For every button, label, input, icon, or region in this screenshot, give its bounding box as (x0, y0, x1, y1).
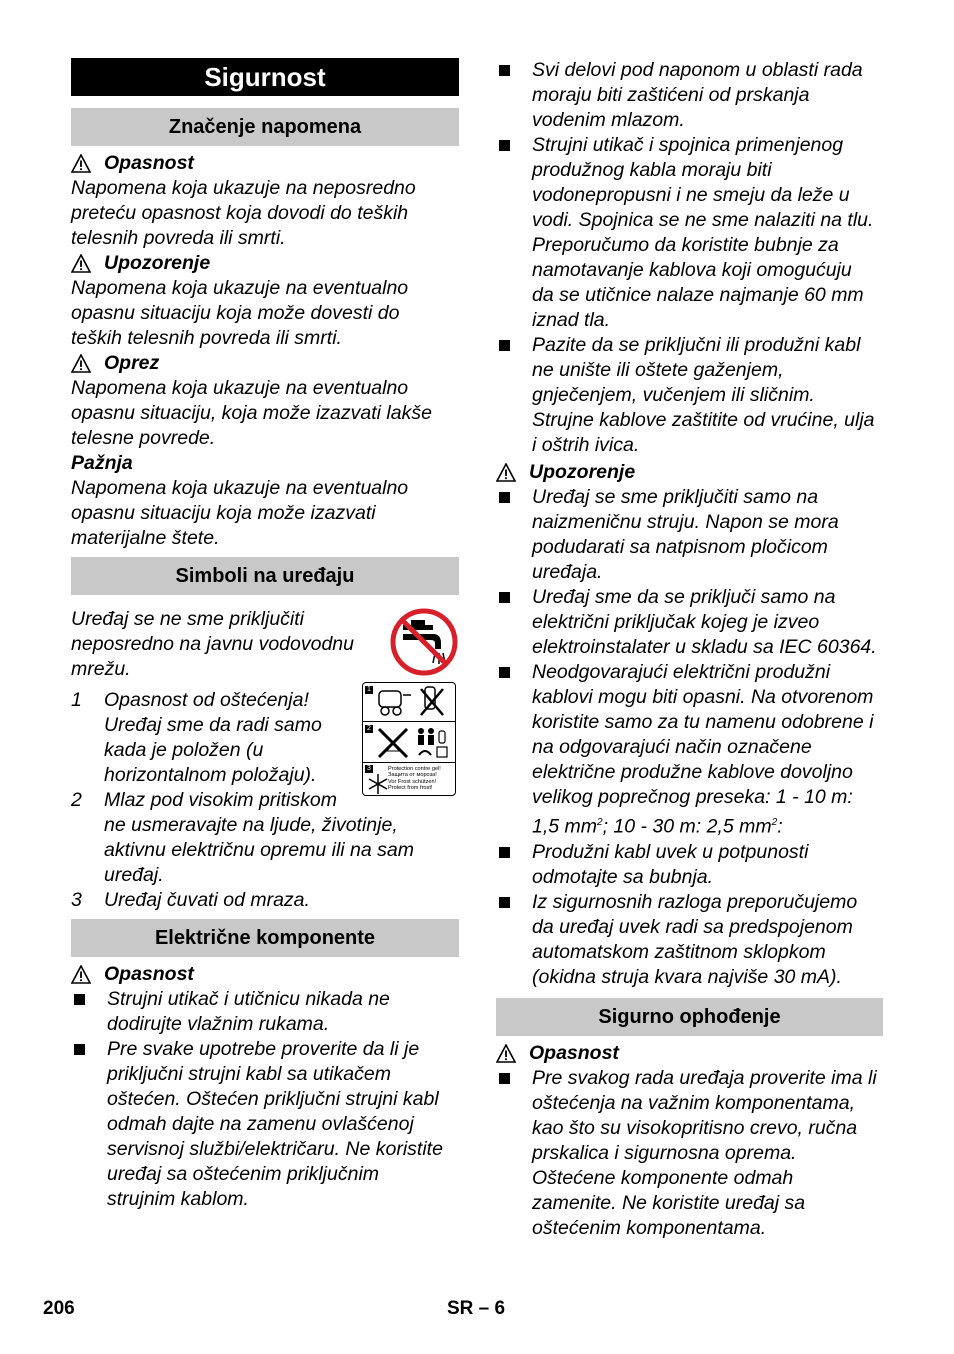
text-line: Mlaz pod visokim pritiskom (104, 789, 337, 811)
warning-bullets (496, 485, 886, 660)
frost-label-text (388, 766, 441, 792)
device-label-sticker: 1 2 3 Protection contre gel! Защита от мороза! Vor Frost schützen! Protect from frost! (362, 682, 456, 796)
snowflake-icon (367, 773, 389, 795)
text-line: gnječenjem, vučenjem ili sličnim. (532, 384, 815, 406)
text-line: (okidna struja kvara najviše 30 mA). (532, 965, 842, 988)
text-line: telesne povrede. (71, 427, 216, 449)
text-line: kada je položen (u (104, 739, 264, 761)
text-line: produžnog kabla moraju biti (532, 159, 772, 181)
text-line: moraju biti zaštićeni od prskanja (532, 84, 810, 106)
left-column (71, 58, 459, 1212)
warning-label: Oprez (104, 352, 160, 374)
text-line: uređaja. (532, 561, 603, 583)
text-line: Vor Frost schützen! (388, 778, 437, 785)
text-line: Pre svakog rada uređaja proverite ima li (532, 1066, 877, 1089)
text-line: Neodgovarajući električni produžni (532, 661, 831, 683)
bullet-square-icon (499, 492, 510, 503)
list-item (496, 485, 886, 585)
item-number: 3 (71, 889, 82, 911)
electrical-danger-label: Opasnost (104, 963, 194, 985)
text-line: na odgovarajući način označene (532, 736, 812, 758)
section-code: SR – 6 (447, 1298, 506, 1319)
list-item (496, 133, 886, 333)
warning-note (71, 251, 459, 351)
text-line: uređaj. (104, 864, 164, 886)
symbols-block (71, 607, 459, 913)
text-line: Strujni utikač i spojnica primenjenog (532, 134, 844, 156)
attention-note (71, 451, 459, 551)
text-line: vodenim mlazom. (532, 109, 685, 131)
numbered-item (71, 888, 459, 913)
text-line: preteću opasnost koja dovodi do teških (71, 202, 409, 224)
warning-label: Opasnost (104, 152, 194, 174)
text-line: Svi delovi pod naponom u oblasti rada (532, 59, 863, 81)
text-line: da uređaj uvek radi sa predspojenom (532, 915, 853, 938)
text-line: vodi. Spojnica se ne sme nalaziti na tlu. (532, 209, 874, 231)
text-line: kao što su visokopritisno crevo, ručna (532, 1116, 858, 1139)
text-line: uređaj sa oštećenim priključnim (107, 1163, 380, 1185)
text-line: strujnim kablom. (107, 1188, 249, 1210)
bullet-square-icon (499, 1073, 510, 1084)
text-line: velikog poprečnog preseka: 1 - 10 m: (532, 786, 853, 808)
text-line: Napomena koja ukazuje na eventualno (71, 277, 409, 299)
text-line: opasnu situaciju, koja može izazvati lakše (71, 402, 432, 424)
text-line: Strujni utikač i utičnicu nikada ne (107, 988, 390, 1010)
text-line: Защита от мороза! (388, 772, 437, 779)
cable-value-c: : (777, 815, 783, 838)
handling-bullets (496, 1066, 886, 1241)
cable-cross-section-line (532, 810, 886, 840)
text-line: Uređaj čuvati od mraza. (104, 889, 310, 911)
section-heading-symbols: Simboli na uređaju (71, 557, 459, 595)
text-line: opasnu situaciju koja može dovesti do (71, 302, 400, 324)
text-line: kablovi mogu biti opasni. Na otvorenom (532, 686, 874, 708)
numbered-item (71, 788, 459, 888)
list-item (496, 890, 886, 990)
text-line: Pre svake upotrebe proverite da li je (107, 1038, 420, 1060)
text-line: Protect from frost! (388, 785, 433, 792)
right-column (496, 58, 886, 1241)
handling-danger-label: Opasnost (529, 1041, 619, 1064)
text-line: Protection contre gel! (388, 766, 441, 772)
text-line: Opasnost od oštećenja! (104, 689, 309, 711)
list-item (496, 1066, 886, 1241)
text-line: mrežu. (71, 658, 131, 680)
text-line: opasnu situaciju koja može izazvati (71, 502, 376, 524)
text-line: prskalica i sigurnosna oprema. (532, 1141, 797, 1164)
list-item-extension-cable (496, 660, 886, 840)
bullet-square-icon (499, 140, 510, 151)
text-line: oštećenim komponentama. (532, 1216, 767, 1239)
text-line: horizontalnom položaju). (104, 764, 317, 786)
electrical-warning-label: Upozorenje (529, 461, 636, 483)
text-line: Napomena koja ukazuje na eventualno (71, 377, 409, 399)
list-item (496, 840, 886, 890)
text-line: Uređaj sme da radi samo (104, 714, 322, 736)
text-line: zamenite. Ne koristite uređaj sa (532, 1191, 806, 1214)
text-line: priključni strujni kabl sa utikačem (107, 1063, 391, 1085)
cable-bullets (496, 840, 886, 990)
text-line: Oštećene komponente odmah (532, 1166, 794, 1189)
text-line: teških telesnih povreda ili smrti. (71, 327, 342, 349)
bullet-square-icon (499, 65, 510, 76)
text-line: materijalne štete. (71, 527, 220, 549)
list-item (496, 585, 886, 660)
attention-text (71, 476, 459, 551)
text-line: dodirujte vlažnim rukama. (107, 1013, 330, 1035)
text-line: električni priključak kojeg je izveo (532, 611, 820, 633)
text-line: da se utičnice nalaze najmanje 60 mm (532, 284, 864, 306)
electrical-danger-heading (71, 962, 459, 987)
text-line: naizmeničnu struju. Napon se mora (532, 511, 839, 533)
electrical-warning-heading (496, 460, 886, 485)
warning-triangle-icon (71, 965, 91, 984)
item-number: 1 (71, 689, 82, 711)
list-item (496, 58, 886, 133)
section-heading-electrical: Električne komponente (71, 919, 459, 957)
list-item (496, 333, 886, 458)
text-line: ne unište ili oštete gaženjem, (532, 359, 784, 381)
warnings-list (71, 151, 459, 451)
page-number: 206 (43, 1298, 75, 1319)
bullet-square-icon (499, 897, 510, 908)
warning-heading (71, 251, 459, 276)
horizontal-position-icon (373, 685, 453, 721)
warning-note (71, 151, 459, 251)
text-line: Napomena koja ukazuje na neposredno (71, 177, 416, 199)
list-item (71, 1037, 459, 1212)
bullet-square-icon (499, 847, 510, 858)
warning-triangle-icon (71, 254, 91, 273)
bullet-square-icon (499, 340, 510, 351)
section-heading-notes: Značenje napomena (71, 108, 459, 146)
warning-text (71, 176, 459, 251)
warning-triangle-icon (496, 463, 516, 482)
text-line: odmotajte sa bubnja. (532, 865, 714, 888)
text-line: neposredno na javnu vodovodnu (71, 633, 354, 655)
text-line: servisnoj službi/električaru. Ne koristite (107, 1138, 443, 1160)
warning-label: Upozorenje (104, 252, 211, 274)
text-line: namotavanje kablova koji omogućuju (532, 259, 852, 281)
text-line: automatskom zaštitnom sklopkom (532, 940, 826, 963)
handling-danger-heading (496, 1041, 886, 1066)
bullet-square-icon (499, 667, 510, 678)
section-heading-safe-handling: Sigurno ophođenje (496, 998, 883, 1036)
text-line: podudarati sa natpisnom pločicom (532, 536, 828, 558)
cable-sup-1: 2 (597, 817, 603, 828)
text-line: i oštrih ivica. (532, 434, 640, 456)
no-tap-connection-icon (389, 607, 459, 677)
warning-text (71, 276, 459, 351)
text-line: telesnih povreda ili smrti. (71, 227, 286, 249)
text-line: Pazite da se priključni ili produžni kabl (532, 334, 861, 356)
cable-value-a: 1,5 mm (532, 815, 598, 838)
warning-triangle-icon (71, 154, 91, 173)
warning-note (71, 351, 459, 451)
text-line: Iz sigurnosnih razloga preporučujemo (532, 890, 858, 913)
text-line: Produžni kabl uvek u potpunosti (532, 840, 809, 863)
text-line: iznad tla. (532, 309, 611, 331)
item-number: 2 (71, 789, 82, 811)
cable-sup-2: 2 (771, 817, 778, 828)
electrical-bullets (71, 987, 459, 1212)
text-line: oštećen. Oštećen priključni strujni kabl (107, 1088, 439, 1110)
text-line: oštećenja na važnim komponentama, (532, 1091, 856, 1114)
bullet-square-icon (499, 592, 510, 603)
page-title: Sigurnost (71, 58, 459, 96)
warning-text (71, 376, 459, 451)
text-line: ne usmeravajte na ljude, životinje, (104, 814, 398, 836)
no-spray-people-icon (373, 725, 453, 761)
bullet-square-icon (74, 994, 85, 1005)
cable-value-b: ; 10 - 30 m: 2,5 mm (602, 815, 772, 838)
text-line: Uređaj se ne sme priključiti (71, 608, 305, 630)
text-line: Napomena koja ukazuje na eventualno (71, 477, 409, 499)
text-line: aktivnu električnu opremu ili na sam (104, 839, 414, 861)
text-line: električne produžne kablove dovoljno (532, 761, 853, 783)
attention-label: Pažnja (71, 452, 133, 474)
electrical-bullets-continued (496, 58, 886, 458)
list-item (71, 987, 459, 1037)
text-line: elektroinstalater u skladu sa IEC 60364. (532, 636, 877, 658)
text-line: Uređaj se sme priključiti samo na (532, 486, 819, 508)
warning-triangle-icon (71, 354, 91, 373)
text-line: koristite samo za tu namenu odobrene i (532, 711, 874, 733)
warning-triangle-icon (496, 1044, 516, 1063)
text-line: vodonepropusni i ne smeju da leže u (532, 184, 850, 206)
bullet-square-icon (74, 1044, 85, 1055)
warning-heading (71, 151, 459, 176)
warning-heading (71, 351, 459, 376)
text-line: Preporučumo da koristite bubnje za (532, 234, 839, 256)
text-line: odmah dajte na zamenu ovlašćenoj (107, 1113, 414, 1135)
text-line: Uređaj sme da se priključi samo na (532, 586, 836, 608)
text-line: Strujne kablove zaštitite od vrućine, ulja (532, 409, 875, 431)
